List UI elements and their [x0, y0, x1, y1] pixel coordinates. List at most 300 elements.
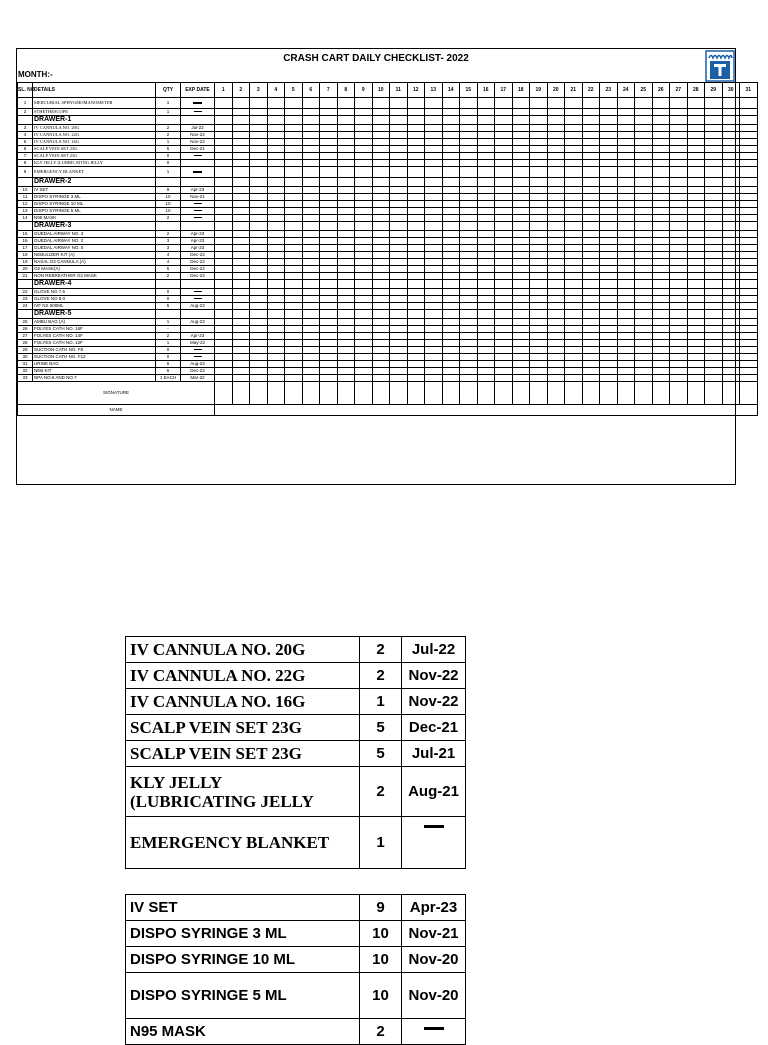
day-check-cell[interactable]: [512, 132, 530, 139]
day-check-cell[interactable]: [652, 354, 670, 361]
day-check-cell[interactable]: [215, 139, 233, 146]
day-check-cell[interactable]: [442, 368, 460, 375]
day-check-cell[interactable]: [512, 326, 530, 333]
day-check-cell[interactable]: [582, 303, 600, 310]
day-check-cell[interactable]: [250, 319, 268, 326]
day-check-cell[interactable]: [477, 354, 495, 361]
day-check-cell[interactable]: [477, 326, 495, 333]
day-check-cell[interactable]: [530, 153, 548, 160]
day-check-cell[interactable]: [442, 319, 460, 326]
day-check-cell[interactable]: [635, 333, 653, 340]
day-check-cell[interactable]: [425, 109, 443, 116]
day-check-cell[interactable]: [460, 326, 478, 333]
day-check-cell[interactable]: [617, 146, 635, 153]
day-check-cell[interactable]: [337, 194, 355, 201]
signature-cell[interactable]: [495, 382, 513, 405]
day-check-cell[interactable]: [495, 252, 513, 259]
day-check-cell[interactable]: [670, 319, 688, 326]
day-check-cell[interactable]: [617, 361, 635, 368]
day-check-cell[interactable]: [565, 333, 583, 340]
day-check-cell[interactable]: [232, 296, 250, 303]
day-check-cell[interactable]: [302, 167, 320, 178]
day-check-cell[interactable]: [232, 208, 250, 215]
day-check-cell[interactable]: [477, 132, 495, 139]
day-check-cell[interactable]: [687, 361, 705, 368]
day-check-cell[interactable]: [512, 139, 530, 146]
day-check-cell[interactable]: [390, 296, 408, 303]
day-check-cell[interactable]: [250, 125, 268, 132]
day-check-cell[interactable]: [302, 347, 320, 354]
day-check-cell[interactable]: [442, 238, 460, 245]
day-check-cell[interactable]: [232, 125, 250, 132]
day-check-cell[interactable]: [547, 187, 565, 194]
day-check-cell[interactable]: [215, 125, 233, 132]
day-check-cell[interactable]: [337, 368, 355, 375]
day-check-cell[interactable]: [285, 160, 303, 167]
day-check-cell[interactable]: [355, 125, 373, 132]
day-check-cell[interactable]: [670, 231, 688, 238]
day-check-cell[interactable]: [512, 354, 530, 361]
day-check-cell[interactable]: [740, 266, 758, 273]
day-check-cell[interactable]: [582, 354, 600, 361]
day-check-cell[interactable]: [495, 340, 513, 347]
day-check-cell[interactable]: [337, 245, 355, 252]
day-check-cell[interactable]: [285, 109, 303, 116]
day-check-cell[interactable]: [635, 303, 653, 310]
day-check-cell[interactable]: [582, 259, 600, 266]
day-check-cell[interactable]: [565, 303, 583, 310]
day-check-cell[interactable]: [337, 303, 355, 310]
day-check-cell[interactable]: [652, 333, 670, 340]
day-check-cell[interactable]: [530, 368, 548, 375]
day-check-cell[interactable]: [565, 238, 583, 245]
day-check-cell[interactable]: [705, 208, 723, 215]
day-check-cell[interactable]: [390, 361, 408, 368]
day-check-cell[interactable]: [320, 167, 338, 178]
day-check-cell[interactable]: [530, 361, 548, 368]
day-check-cell[interactable]: [355, 333, 373, 340]
day-check-cell[interactable]: [285, 231, 303, 238]
day-check-cell[interactable]: [477, 361, 495, 368]
day-check-cell[interactable]: [722, 368, 740, 375]
day-check-cell[interactable]: [407, 167, 425, 178]
day-check-cell[interactable]: [407, 139, 425, 146]
day-check-cell[interactable]: [250, 153, 268, 160]
day-check-cell[interactable]: [600, 303, 618, 310]
day-check-cell[interactable]: [512, 125, 530, 132]
signature-cell[interactable]: [390, 382, 408, 405]
day-check-cell[interactable]: [670, 146, 688, 153]
day-check-cell[interactable]: [355, 238, 373, 245]
day-check-cell[interactable]: [407, 194, 425, 201]
day-check-cell[interactable]: [512, 208, 530, 215]
day-check-cell[interactable]: [565, 215, 583, 222]
day-check-cell[interactable]: [495, 296, 513, 303]
day-check-cell[interactable]: [670, 252, 688, 259]
day-check-cell[interactable]: [582, 187, 600, 194]
day-check-cell[interactable]: [232, 238, 250, 245]
day-check-cell[interactable]: [722, 375, 740, 382]
day-check-cell[interactable]: [547, 194, 565, 201]
day-check-cell[interactable]: [600, 245, 618, 252]
day-check-cell[interactable]: [670, 361, 688, 368]
day-check-cell[interactable]: [512, 340, 530, 347]
day-check-cell[interactable]: [442, 160, 460, 167]
day-check-cell[interactable]: [670, 289, 688, 296]
day-check-cell[interactable]: [215, 208, 233, 215]
day-check-cell[interactable]: [372, 273, 390, 280]
day-check-cell[interactable]: [582, 215, 600, 222]
day-check-cell[interactable]: [442, 194, 460, 201]
day-check-cell[interactable]: [320, 303, 338, 310]
day-check-cell[interactable]: [600, 273, 618, 280]
day-check-cell[interactable]: [600, 167, 618, 178]
day-check-cell[interactable]: [705, 326, 723, 333]
day-check-cell[interactable]: [442, 146, 460, 153]
day-check-cell[interactable]: [687, 187, 705, 194]
day-check-cell[interactable]: [337, 153, 355, 160]
day-check-cell[interactable]: [617, 153, 635, 160]
day-check-cell[interactable]: [232, 326, 250, 333]
day-check-cell[interactable]: [390, 109, 408, 116]
signature-cell[interactable]: [530, 382, 548, 405]
day-check-cell[interactable]: [460, 361, 478, 368]
day-check-cell[interactable]: [337, 296, 355, 303]
day-check-cell[interactable]: [302, 319, 320, 326]
day-check-cell[interactable]: [460, 231, 478, 238]
day-check-cell[interactable]: [512, 194, 530, 201]
day-check-cell[interactable]: [372, 139, 390, 146]
day-check-cell[interactable]: [600, 266, 618, 273]
day-check-cell[interactable]: [302, 245, 320, 252]
day-check-cell[interactable]: [355, 361, 373, 368]
day-check-cell[interactable]: [652, 208, 670, 215]
day-check-cell[interactable]: [530, 201, 548, 208]
day-check-cell[interactable]: [425, 238, 443, 245]
day-check-cell[interactable]: [600, 215, 618, 222]
day-check-cell[interactable]: [442, 201, 460, 208]
day-check-cell[interactable]: [582, 238, 600, 245]
day-check-cell[interactable]: [337, 132, 355, 139]
day-check-cell[interactable]: [600, 347, 618, 354]
day-check-cell[interactable]: [250, 215, 268, 222]
day-check-cell[interactable]: [232, 109, 250, 116]
day-check-cell[interactable]: [425, 252, 443, 259]
day-check-cell[interactable]: [600, 238, 618, 245]
day-check-cell[interactable]: [705, 160, 723, 167]
day-check-cell[interactable]: [477, 340, 495, 347]
day-check-cell[interactable]: [495, 333, 513, 340]
day-check-cell[interactable]: [250, 340, 268, 347]
day-check-cell[interactable]: [582, 296, 600, 303]
day-check-cell[interactable]: [740, 208, 758, 215]
day-check-cell[interactable]: [460, 194, 478, 201]
day-check-cell[interactable]: [617, 160, 635, 167]
signature-cell[interactable]: [565, 382, 583, 405]
day-check-cell[interactable]: [582, 326, 600, 333]
day-check-cell[interactable]: [530, 146, 548, 153]
day-check-cell[interactable]: [460, 187, 478, 194]
day-check-cell[interactable]: [635, 266, 653, 273]
day-check-cell[interactable]: [267, 146, 285, 153]
day-check-cell[interactable]: [442, 259, 460, 266]
day-check-cell[interactable]: [372, 98, 390, 109]
day-check-cell[interactable]: [285, 146, 303, 153]
day-check-cell[interactable]: [547, 146, 565, 153]
day-check-cell[interactable]: [460, 160, 478, 167]
day-check-cell[interactable]: [425, 194, 443, 201]
day-check-cell[interactable]: [285, 215, 303, 222]
signature-cell[interactable]: [407, 382, 425, 405]
day-check-cell[interactable]: [407, 201, 425, 208]
day-check-cell[interactable]: [355, 132, 373, 139]
day-check-cell[interactable]: [530, 296, 548, 303]
day-check-cell[interactable]: [547, 303, 565, 310]
day-check-cell[interactable]: [740, 153, 758, 160]
day-check-cell[interactable]: [285, 201, 303, 208]
day-check-cell[interactable]: [372, 231, 390, 238]
day-check-cell[interactable]: [407, 259, 425, 266]
day-check-cell[interactable]: [477, 153, 495, 160]
day-check-cell[interactable]: [285, 153, 303, 160]
day-check-cell[interactable]: [582, 98, 600, 109]
day-check-cell[interactable]: [670, 153, 688, 160]
day-check-cell[interactable]: [687, 375, 705, 382]
day-check-cell[interactable]: [705, 259, 723, 266]
day-check-cell[interactable]: [670, 194, 688, 201]
day-check-cell[interactable]: [355, 98, 373, 109]
day-check-cell[interactable]: [670, 132, 688, 139]
day-check-cell[interactable]: [705, 289, 723, 296]
day-check-cell[interactable]: [215, 296, 233, 303]
day-check-cell[interactable]: [722, 259, 740, 266]
day-check-cell[interactable]: [477, 208, 495, 215]
day-check-cell[interactable]: [582, 231, 600, 238]
day-check-cell[interactable]: [267, 375, 285, 382]
day-check-cell[interactable]: [705, 375, 723, 382]
day-check-cell[interactable]: [372, 319, 390, 326]
day-check-cell[interactable]: [460, 296, 478, 303]
day-check-cell[interactable]: [582, 361, 600, 368]
day-check-cell[interactable]: [600, 259, 618, 266]
day-check-cell[interactable]: [372, 125, 390, 132]
day-check-cell[interactable]: [337, 361, 355, 368]
day-check-cell[interactable]: [302, 361, 320, 368]
day-check-cell[interactable]: [407, 132, 425, 139]
day-check-cell[interactable]: [652, 361, 670, 368]
day-check-cell[interactable]: [267, 252, 285, 259]
day-check-cell[interactable]: [215, 153, 233, 160]
day-check-cell[interactable]: [337, 125, 355, 132]
day-check-cell[interactable]: [285, 194, 303, 201]
day-check-cell[interactable]: [600, 194, 618, 201]
day-check-cell[interactable]: [670, 347, 688, 354]
day-check-cell[interactable]: [390, 167, 408, 178]
day-check-cell[interactable]: [215, 167, 233, 178]
day-check-cell[interactable]: [670, 368, 688, 375]
signature-cell[interactable]: [687, 382, 705, 405]
day-check-cell[interactable]: [215, 375, 233, 382]
day-check-cell[interactable]: [460, 273, 478, 280]
day-check-cell[interactable]: [302, 139, 320, 146]
day-check-cell[interactable]: [652, 167, 670, 178]
day-check-cell[interactable]: [740, 245, 758, 252]
signature-cell[interactable]: [460, 382, 478, 405]
day-check-cell[interactable]: [372, 252, 390, 259]
day-check-cell[interactable]: [722, 296, 740, 303]
day-check-cell[interactable]: [250, 252, 268, 259]
day-check-cell[interactable]: [355, 187, 373, 194]
day-check-cell[interactable]: [355, 340, 373, 347]
day-check-cell[interactable]: [232, 167, 250, 178]
day-check-cell[interactable]: [337, 215, 355, 222]
day-check-cell[interactable]: [232, 347, 250, 354]
day-check-cell[interactable]: [320, 153, 338, 160]
day-check-cell[interactable]: [495, 266, 513, 273]
day-check-cell[interactable]: [250, 303, 268, 310]
day-check-cell[interactable]: [372, 333, 390, 340]
day-check-cell[interactable]: [687, 340, 705, 347]
day-check-cell[interactable]: [372, 201, 390, 208]
day-check-cell[interactable]: [407, 289, 425, 296]
day-check-cell[interactable]: [302, 194, 320, 201]
day-check-cell[interactable]: [495, 153, 513, 160]
day-check-cell[interactable]: [320, 296, 338, 303]
day-check-cell[interactable]: [267, 259, 285, 266]
day-check-cell[interactable]: [250, 208, 268, 215]
day-check-cell[interactable]: [722, 354, 740, 361]
day-check-cell[interactable]: [477, 194, 495, 201]
day-check-cell[interactable]: [390, 259, 408, 266]
day-check-cell[interactable]: [512, 259, 530, 266]
day-check-cell[interactable]: [390, 273, 408, 280]
day-check-cell[interactable]: [250, 98, 268, 109]
day-check-cell[interactable]: [250, 109, 268, 116]
day-check-cell[interactable]: [740, 167, 758, 178]
day-check-cell[interactable]: [390, 132, 408, 139]
day-check-cell[interactable]: [547, 139, 565, 146]
day-check-cell[interactable]: [495, 303, 513, 310]
day-check-cell[interactable]: [355, 296, 373, 303]
day-check-cell[interactable]: [705, 252, 723, 259]
day-check-cell[interactable]: [285, 361, 303, 368]
day-check-cell[interactable]: [512, 187, 530, 194]
day-check-cell[interactable]: [337, 326, 355, 333]
day-check-cell[interactable]: [425, 132, 443, 139]
day-check-cell[interactable]: [320, 146, 338, 153]
day-check-cell[interactable]: [320, 109, 338, 116]
day-check-cell[interactable]: [600, 160, 618, 167]
day-check-cell[interactable]: [635, 361, 653, 368]
day-check-cell[interactable]: [320, 252, 338, 259]
day-check-cell[interactable]: [302, 160, 320, 167]
day-check-cell[interactable]: [372, 340, 390, 347]
day-check-cell[interactable]: [285, 273, 303, 280]
day-check-cell[interactable]: [740, 326, 758, 333]
day-check-cell[interactable]: [530, 303, 548, 310]
day-check-cell[interactable]: [302, 252, 320, 259]
day-check-cell[interactable]: [495, 368, 513, 375]
day-check-cell[interactable]: [740, 201, 758, 208]
day-check-cell[interactable]: [285, 303, 303, 310]
day-check-cell[interactable]: [547, 375, 565, 382]
day-check-cell[interactable]: [530, 354, 548, 361]
day-check-cell[interactable]: [722, 139, 740, 146]
day-check-cell[interactable]: [512, 238, 530, 245]
day-check-cell[interactable]: [495, 146, 513, 153]
day-check-cell[interactable]: [547, 109, 565, 116]
day-check-cell[interactable]: [740, 319, 758, 326]
day-check-cell[interactable]: [442, 273, 460, 280]
day-check-cell[interactable]: [215, 354, 233, 361]
day-check-cell[interactable]: [442, 109, 460, 116]
day-check-cell[interactable]: [372, 289, 390, 296]
day-check-cell[interactable]: [495, 109, 513, 116]
day-check-cell[interactable]: [372, 167, 390, 178]
day-check-cell[interactable]: [407, 160, 425, 167]
day-check-cell[interactable]: [232, 245, 250, 252]
day-check-cell[interactable]: [635, 238, 653, 245]
day-check-cell[interactable]: [530, 333, 548, 340]
signature-cell[interactable]: [285, 382, 303, 405]
day-check-cell[interactable]: [670, 98, 688, 109]
day-check-cell[interactable]: [477, 215, 495, 222]
day-check-cell[interactable]: [687, 347, 705, 354]
day-check-cell[interactable]: [705, 266, 723, 273]
day-check-cell[interactable]: [337, 259, 355, 266]
day-check-cell[interactable]: [390, 289, 408, 296]
day-check-cell[interactable]: [267, 98, 285, 109]
day-check-cell[interactable]: [635, 354, 653, 361]
day-check-cell[interactable]: [477, 167, 495, 178]
day-check-cell[interactable]: [530, 340, 548, 347]
day-check-cell[interactable]: [477, 245, 495, 252]
day-check-cell[interactable]: [617, 139, 635, 146]
day-check-cell[interactable]: [337, 375, 355, 382]
day-check-cell[interactable]: [652, 98, 670, 109]
day-check-cell[interactable]: [547, 231, 565, 238]
day-check-cell[interactable]: [215, 160, 233, 167]
day-check-cell[interactable]: [722, 215, 740, 222]
day-check-cell[interactable]: [232, 289, 250, 296]
day-check-cell[interactable]: [477, 238, 495, 245]
day-check-cell[interactable]: [705, 231, 723, 238]
day-check-cell[interactable]: [302, 333, 320, 340]
day-check-cell[interactable]: [547, 340, 565, 347]
day-check-cell[interactable]: [670, 238, 688, 245]
day-check-cell[interactable]: [687, 303, 705, 310]
day-check-cell[interactable]: [302, 231, 320, 238]
day-check-cell[interactable]: [337, 201, 355, 208]
day-check-cell[interactable]: [460, 125, 478, 132]
day-check-cell[interactable]: [215, 273, 233, 280]
day-check-cell[interactable]: [512, 266, 530, 273]
day-check-cell[interactable]: [530, 208, 548, 215]
day-check-cell[interactable]: [547, 354, 565, 361]
day-check-cell[interactable]: [670, 139, 688, 146]
day-check-cell[interactable]: [652, 231, 670, 238]
day-check-cell[interactable]: [670, 125, 688, 132]
day-check-cell[interactable]: [425, 289, 443, 296]
day-check-cell[interactable]: [320, 125, 338, 132]
day-check-cell[interactable]: [705, 245, 723, 252]
day-check-cell[interactable]: [582, 160, 600, 167]
day-check-cell[interactable]: [600, 375, 618, 382]
day-check-cell[interactable]: [355, 231, 373, 238]
day-check-cell[interactable]: [495, 160, 513, 167]
day-check-cell[interactable]: [460, 146, 478, 153]
day-check-cell[interactable]: [512, 245, 530, 252]
